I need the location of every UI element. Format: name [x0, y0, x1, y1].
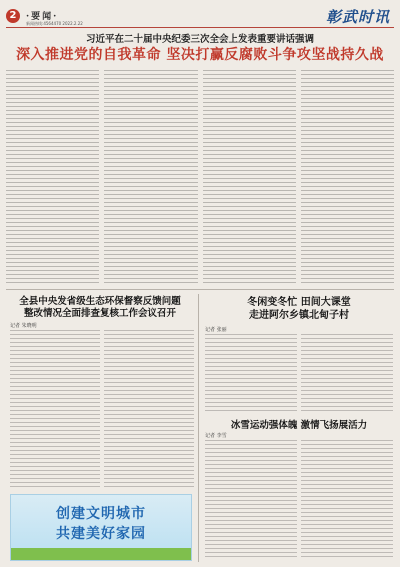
header-rule: [6, 27, 394, 28]
page-number: 2: [6, 9, 20, 23]
banner-line-2: 共建美好家园: [56, 526, 146, 542]
right-headline-line-2: 走进阿尔乡镇北甸子村: [249, 310, 349, 321]
left-headline-line-2: 整改情况全面排查复核工作会议召开: [23, 308, 176, 319]
lead-column-3: [203, 70, 296, 284]
mid-story-headline: 冰雪运动强体魄 激情飞扬展活力: [230, 420, 368, 431]
brand-logo: 彰武时讯: [325, 8, 390, 26]
right-story-headline: [203, 296, 395, 322]
lead-kicker: 习近平在二十届中央纪委三次全会上发表重要讲话强调: [85, 34, 314, 45]
left-byline: 记者 朱晓明: [10, 323, 37, 329]
right-story-col-2: [301, 334, 393, 412]
banner-grass: [11, 548, 191, 560]
mid-byline: 记者 李雪: [205, 433, 227, 439]
right-headline-line-1: 冬闲变冬忙 田间大课堂: [247, 297, 351, 308]
left-headline-line-1: 全县中央发省级生态环保督察反馈问题: [19, 296, 181, 307]
section-title: ·要闻·: [26, 12, 59, 22]
mid-story-col-1: [205, 440, 297, 560]
mid-story-col-2: [301, 440, 393, 560]
masthead: [0, 0, 400, 26]
lead-column-4: [301, 70, 394, 284]
hotline-date: 新闻热线:4564470 2022.2.22: [26, 21, 83, 26]
right-story-col-1: [205, 334, 297, 412]
left-story-col-1: [10, 330, 100, 490]
lead-column-1: [6, 70, 99, 284]
column-divider: [198, 294, 199, 562]
civic-banner: [10, 494, 192, 561]
right-byline: 记者 张丽: [205, 327, 227, 333]
banner-line-1: 创建文明城市: [56, 506, 146, 522]
lead-headline: 深入推进党的自我革命 坚决打赢反腐败斗争攻坚战持久战: [16, 47, 384, 63]
section-divider: [6, 289, 394, 290]
lead-column-2: [104, 70, 197, 284]
left-story-col-2: [104, 330, 194, 490]
left-story-headline: [6, 296, 194, 320]
lead-body: [6, 70, 394, 284]
